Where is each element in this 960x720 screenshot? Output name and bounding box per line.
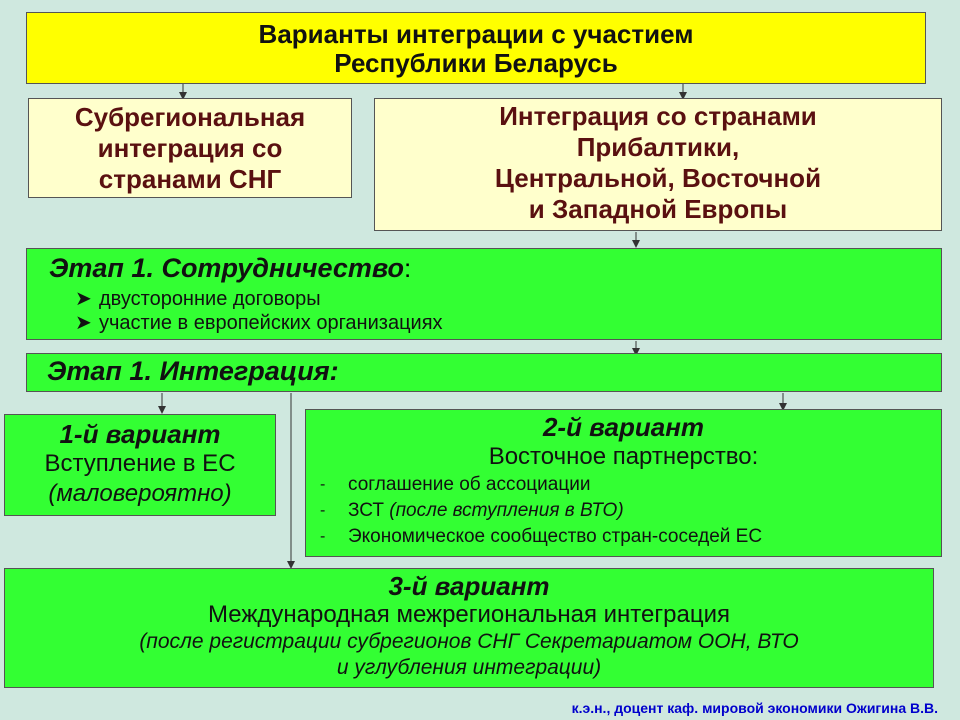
list-item — [75, 287, 941, 311]
list-item — [320, 498, 941, 524]
variant-2-subtitle: Восточное партнерство: — [488, 443, 759, 470]
variant-2-title: 2-й вариант — [542, 412, 705, 442]
author-footer: к.э.н., доцент каф. мировой экономики Ожигина В.В. — [571, 700, 938, 716]
variant-3-note-2: и углубления интеграции) — [336, 656, 602, 679]
item-note: (после вступления в ВТО) — [389, 500, 624, 521]
bullet-text: двусторонние договоры — [99, 288, 321, 310]
item-text: соглашение об ассоциации — [348, 474, 591, 495]
variant-2-box — [305, 409, 942, 557]
title-box — [26, 12, 926, 84]
stage-integration-box — [26, 353, 942, 392]
item-text: ЗСТ — [348, 500, 384, 521]
cis-line-2: интеграция со — [97, 133, 283, 163]
dash-marker: - — [320, 528, 326, 545]
bullet-text: участие в европейских организациях — [99, 312, 443, 334]
variant-3-note-1: (после регистрации субрегионов СНГ Секретариатом ООН, ВТО — [139, 630, 799, 653]
variant-1-line-2: (маловероятно) — [48, 480, 232, 507]
variant-1-line-1: Вступление в ЕС — [44, 450, 236, 477]
europe-integration-box — [374, 98, 942, 231]
list-item — [75, 311, 941, 335]
cis-integration-box — [28, 98, 352, 198]
arrow-bullet-icon: ➤ — [75, 312, 92, 334]
item-text: Экономическое сообщество стран-соседей ЕС — [348, 526, 763, 547]
cis-line-3: странами СНГ — [98, 164, 282, 194]
dash-marker: - — [320, 502, 326, 519]
variant-3-box — [4, 568, 934, 688]
variant-3-title: 3-й вариант — [388, 571, 550, 601]
stage-cooperation-title: Этап 1. Сотрудничество — [49, 253, 404, 283]
europe-line-3: Центральной, Восточной — [494, 163, 822, 193]
stage-integration-title: Этап 1. Интеграция: — [47, 356, 339, 386]
stage-cooperation-colon: : — [403, 253, 412, 283]
dash-marker: - — [320, 476, 326, 493]
stage-cooperation-box — [26, 248, 942, 340]
cis-line-1: Субрегиональная — [74, 102, 306, 132]
europe-line-1: Интеграция со странами — [499, 101, 817, 131]
arrow-bullet-icon: ➤ — [75, 288, 92, 310]
list-item — [320, 472, 941, 498]
title-line-1: Варианты интеграции с участием — [258, 19, 694, 49]
europe-line-4: и Западной Европы — [528, 194, 788, 224]
stage-cooperation-heading — [49, 253, 941, 284]
variant-1-title: 1-й вариант — [59, 419, 221, 449]
variant-1-box — [4, 414, 276, 516]
title-line-2: Республики Беларусь — [334, 48, 618, 78]
variant-3-subtitle: Международная межрегиональная интеграция — [208, 601, 730, 628]
europe-line-2: Прибалтики, — [576, 132, 740, 162]
list-item — [320, 524, 941, 550]
